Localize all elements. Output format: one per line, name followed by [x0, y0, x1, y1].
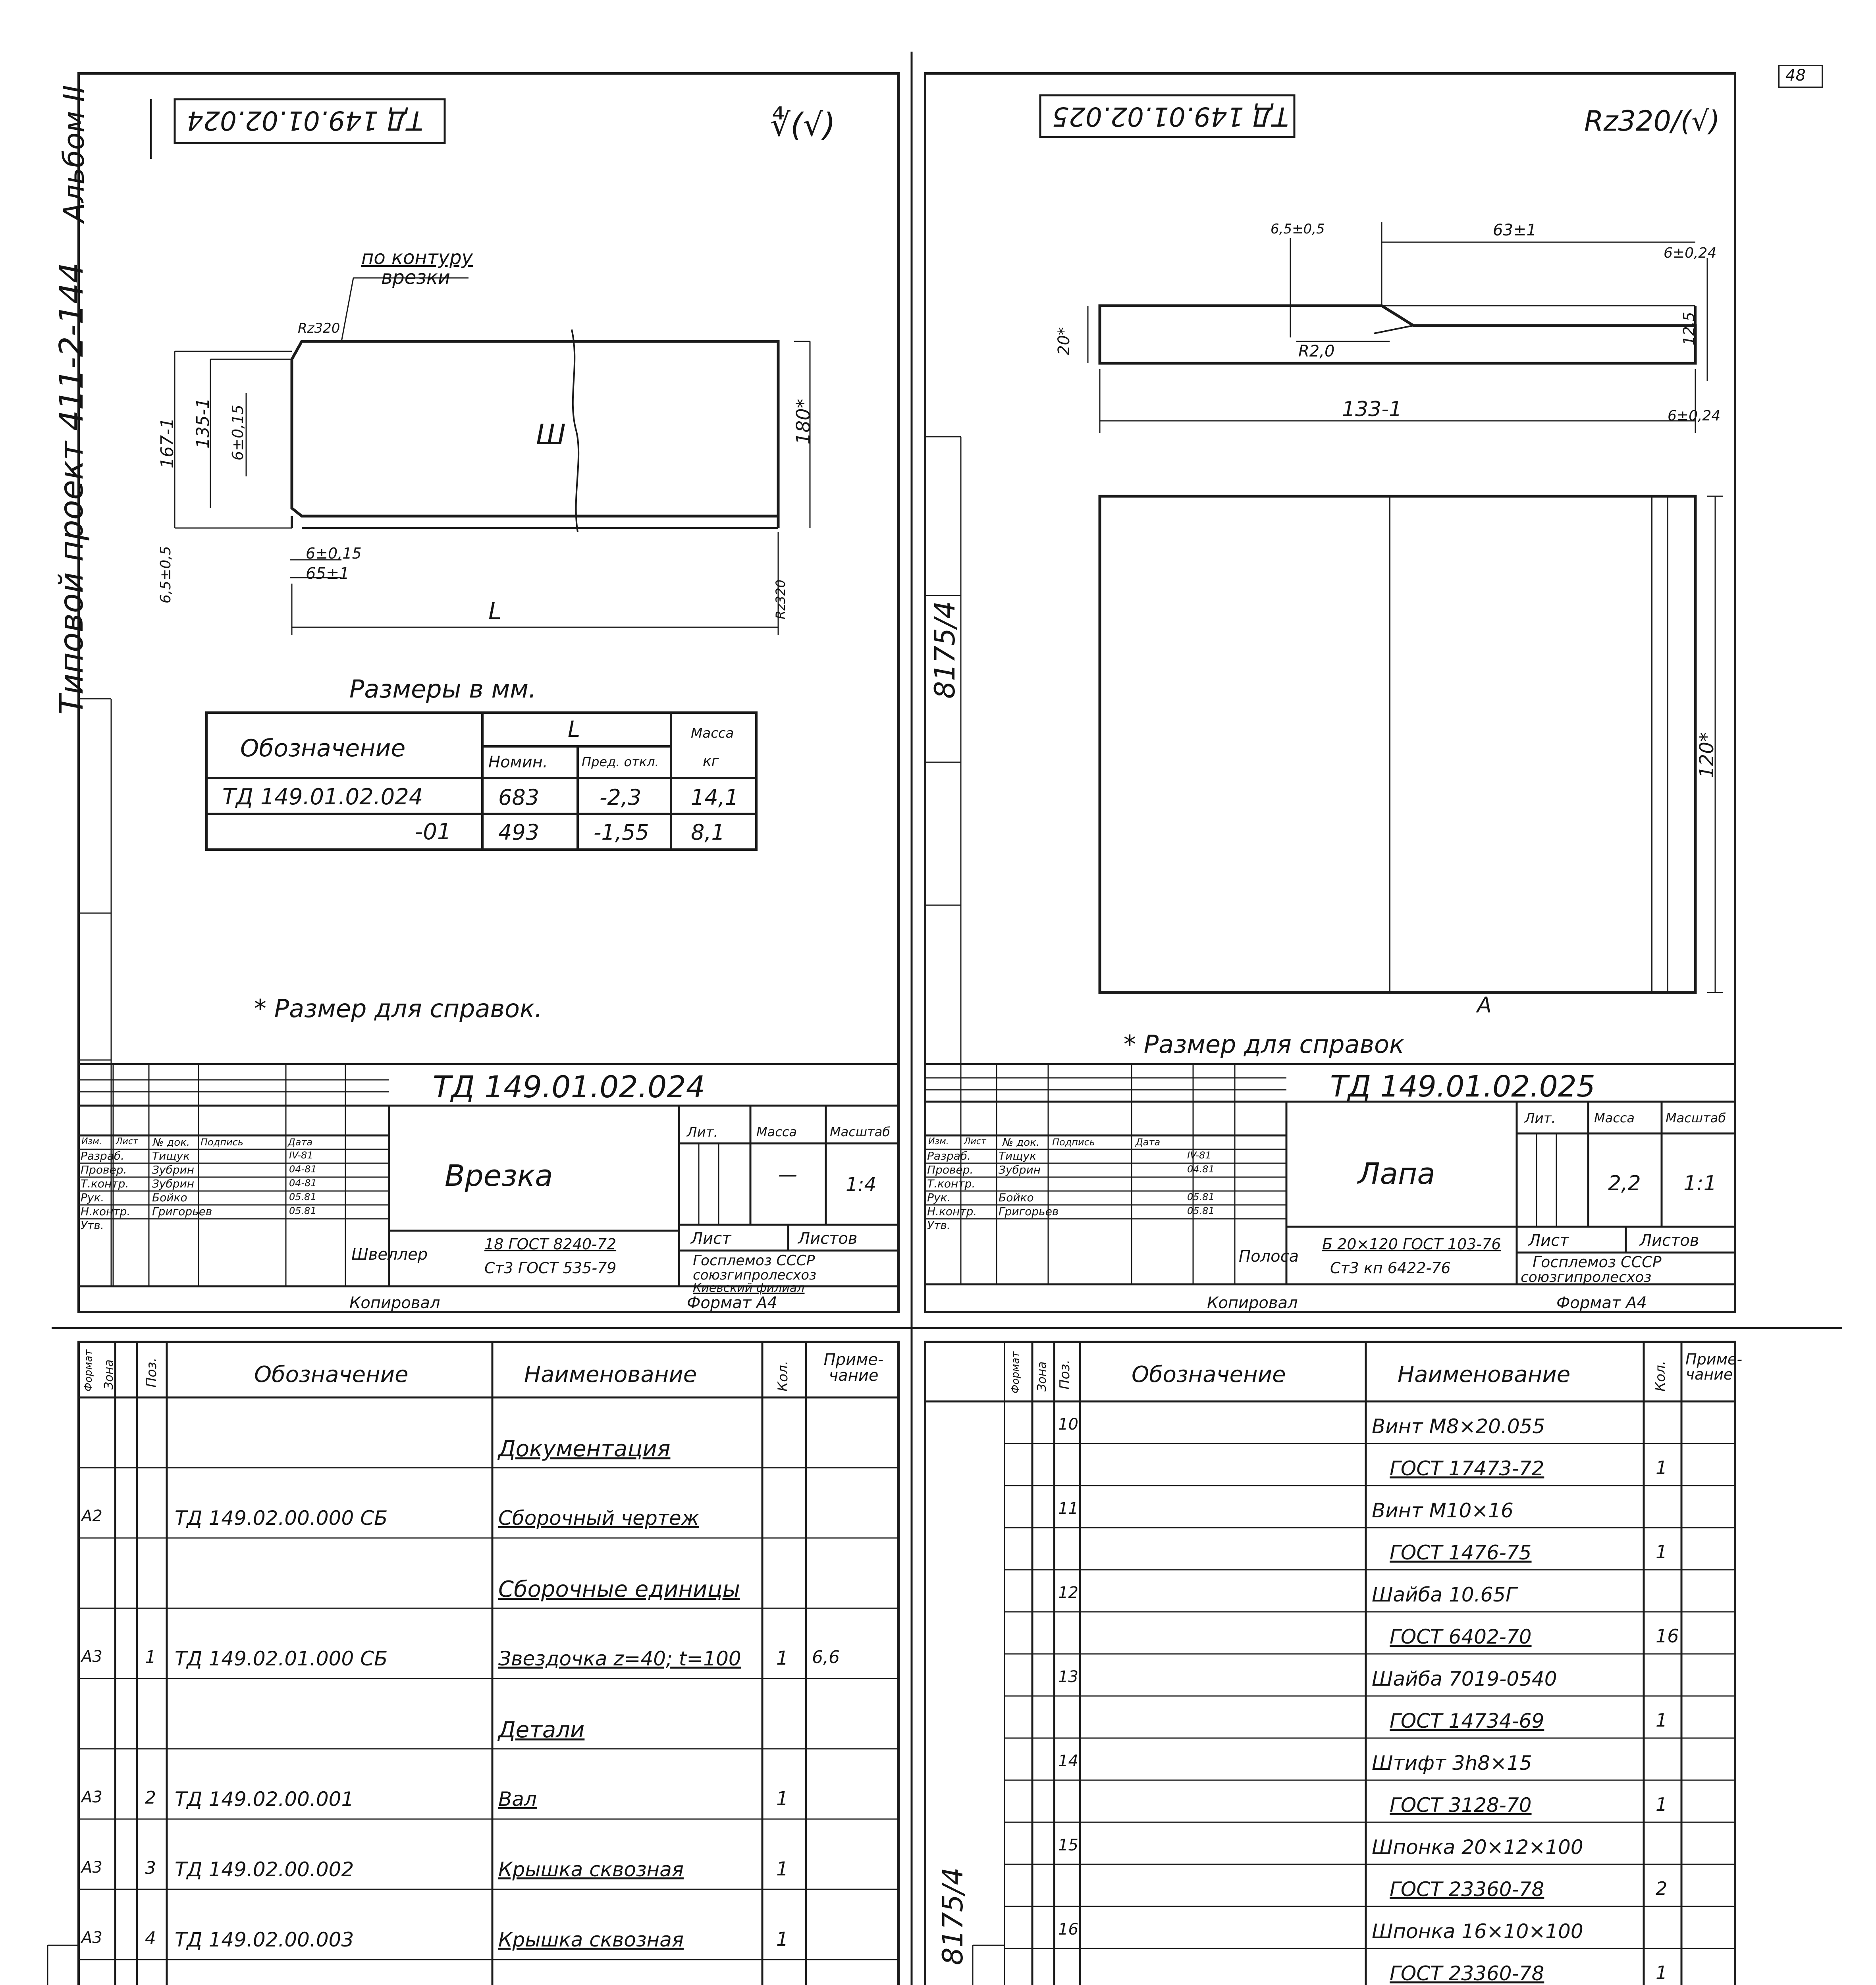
sheet4-hdr-note: Приме-чание — [1685, 1351, 1743, 1383]
sheet3-row-name: Документация — [498, 1436, 671, 1462]
sheet4-row-name: Винт М8×20.055 — [1372, 1415, 1545, 1438]
sheet2-dim-6-5: 6,5±0,5 — [1271, 221, 1325, 237]
sheet3-row-pos: 3 — [145, 1858, 156, 1878]
sheet1-th-l: L — [568, 717, 580, 742]
sheet2-material-3: Ст3 кп 6422-76 — [1330, 1259, 1451, 1277]
sheet2-date: 05.81 — [1187, 1205, 1215, 1216]
sheet3-hdr-format: Формат — [83, 1349, 94, 1391]
sheet3-row-qty: 1 — [776, 1858, 789, 1880]
sheet1-part-name: Врезка — [445, 1159, 553, 1193]
archive-number-top: 8175/4 — [929, 601, 961, 699]
sheet4-row-qty: 16 — [1656, 1625, 1679, 1647]
sheet3-hdr-note: Приме-чание — [823, 1351, 884, 1385]
sheet1-signer: Григорьев — [152, 1205, 212, 1218]
sheet1-row2-designation: -01 — [415, 819, 451, 845]
sheet1-hdr-izm: Изм. — [81, 1137, 102, 1147]
sheet4-row-pos: 10 — [1058, 1415, 1078, 1434]
sheet4-hdr-format: Формат — [1010, 1351, 1022, 1393]
sheet1-role: Провер. — [81, 1163, 127, 1176]
sheet1-table-title: Размеры в мм. — [349, 675, 536, 703]
sheet2-signer: Григорьев — [999, 1205, 1059, 1218]
sheet4-hdr-designation: Обозначение — [1132, 1362, 1286, 1388]
sheet4-row-pos: 16 — [1058, 1920, 1078, 1939]
sheet1-mass-value: — — [778, 1164, 797, 1186]
sheet1-sheets-header: Листов — [798, 1230, 858, 1248]
sheet1-format: Формат А4 — [687, 1294, 777, 1312]
sheet4-row-name: Винт М10×16 — [1372, 1499, 1514, 1522]
sheet1-role: Н.контр. — [81, 1205, 131, 1218]
sheet1-contour-note-2: врезки — [381, 266, 450, 289]
sheet1-dim-6a: 6±0,15 — [229, 405, 247, 461]
sheet4-row-qty: 1 — [1656, 1794, 1668, 1815]
sheet3-row-name: Крышка сквозная — [498, 1858, 684, 1881]
sheet2-hdr-list: Лист — [964, 1137, 986, 1147]
sheet3-row-designation: ТД 149.02.00.000 СБ — [175, 1507, 388, 1530]
sheet1-date: 05.81 — [289, 1205, 316, 1216]
sheet1-mass-header: Масса — [756, 1124, 797, 1139]
sheet2-dim-6-top: 6±0,24 — [1664, 245, 1717, 261]
sheet1-dim-length: L — [488, 597, 502, 625]
sheet2-mass-header: Масса — [1594, 1110, 1635, 1125]
sheet1-date: 05.81 — [289, 1191, 316, 1203]
sheet2-dim-r2: R2,0 — [1298, 342, 1335, 360]
sheet2-scale-value: 1:1 — [1683, 1172, 1717, 1195]
sheet1-dim-65: 65±1 — [306, 565, 349, 583]
sheet2-dim-120: 120* — [1696, 732, 1718, 778]
sheet1-role: Утв. — [81, 1219, 104, 1232]
sheet3-row-format: А2 — [81, 1507, 102, 1525]
sheet1-hdr-doc: № док. — [153, 1137, 190, 1149]
sheet4-row-name: Шайба 7019-0540 — [1372, 1667, 1557, 1690]
sheet2-drawing — [925, 95, 1735, 1284]
sheet4-row-pos: 14 — [1058, 1752, 1078, 1770]
sheet1-material-1: Швеллер — [351, 1245, 428, 1264]
sheet3-row-designation: ТД 149.02.01.000 СБ — [175, 1647, 388, 1670]
sheet4-row-name: ГОСТ 17473-72 — [1390, 1457, 1544, 1480]
sheet1-dim-6b: 6±0,15 — [306, 545, 362, 562]
sheet2-role: Т.контр. — [927, 1177, 976, 1190]
sheet4-row-name: Шпонка 20×12×100 — [1372, 1836, 1583, 1859]
sheet1-th-kg: кг — [703, 753, 719, 769]
sheet1-org-3: Киевский филиал — [693, 1281, 805, 1295]
sheet3-row-pos: 1 — [145, 1647, 156, 1667]
sheet1-stamp-code: ТД 149.01.02.024 — [187, 105, 423, 136]
sheet1-th-mass: Масса — [691, 725, 734, 741]
sheet3-row-designation: ТД 149.02.00.003 — [175, 1928, 354, 1951]
sheet3-row-name: Детали — [498, 1717, 585, 1743]
sheet2-role: Н.контр. — [927, 1205, 977, 1218]
sheet4-row-name: ГОСТ 23360-78 — [1390, 1962, 1544, 1985]
sheet2-date: 04.81 — [1187, 1164, 1215, 1175]
sheet4-row-name: ГОСТ 1476-75 — [1390, 1541, 1532, 1564]
sheet1-role: Рук. — [81, 1191, 104, 1204]
sheet1-signer: Бойко — [152, 1191, 187, 1204]
sheet2-role: Утв. — [927, 1219, 951, 1232]
sheet1-row2-nominal: 493 — [498, 820, 540, 845]
sheet1-roughness: ∜(√) — [770, 106, 836, 143]
sheet3-row-format: А3 — [81, 1788, 102, 1806]
sheet3-hdr-name: Наименование — [524, 1362, 697, 1388]
sheet1-dim-rz2: Rz320 — [773, 579, 788, 619]
sheet2-dim-12-5: 12,5 — [1680, 312, 1698, 345]
sheet2-role: Разраб. — [927, 1149, 971, 1162]
sheet1-title-code: ТД 149.01.02.024 — [433, 1069, 705, 1104]
sheet1-contour-note-1: по контуру — [361, 247, 473, 269]
sheet1-dim-135: 135-1 — [193, 398, 213, 449]
sheet1-dim-180: 180* — [792, 399, 815, 445]
sheet3-hdr-zone: Зона — [102, 1359, 116, 1390]
sheet4-hdr-qty: Кол. — [1652, 1361, 1668, 1391]
sheet1-dim-rz: Rz320 — [298, 320, 340, 336]
sheet1-org-1: Госплемоз СССР — [693, 1253, 815, 1269]
sheet1-hdr-sign: Подпись — [201, 1137, 243, 1148]
sheet3-hdr-pos: Поз. — [144, 1357, 160, 1388]
sheet3-row-name: Сборочный чертеж — [498, 1507, 699, 1530]
sheet1-hdr-date: Дата — [288, 1137, 313, 1148]
sheet1-th-nominal: Номин. — [488, 753, 548, 771]
sheet3-row-format: А3 — [81, 1858, 102, 1877]
sheet2-hdr-doc: № док. — [1003, 1137, 1040, 1149]
sheet1-copied-by: Копировал — [349, 1294, 440, 1312]
sheet2-format: Формат А4 — [1556, 1294, 1647, 1312]
sheet1-dim-167: 167-1 — [157, 418, 177, 468]
sheet1-material-2: 18 ГОСТ 8240-72 — [484, 1235, 617, 1253]
sheet2-mass-value: 2,2 — [1608, 1172, 1641, 1195]
sheet2-signer: Тищук — [999, 1149, 1037, 1162]
sheet2-date: 05.81 — [1187, 1191, 1215, 1203]
sheet1-org-2: союзгипролесхоз — [693, 1267, 817, 1283]
sheet3-row-format: А3 — [81, 1929, 102, 1947]
sheet1-scale-header: Масштаб — [830, 1124, 891, 1139]
page-number-top: 48 — [1785, 66, 1806, 85]
sheet4-hdr-pos: Поз. — [1057, 1359, 1073, 1390]
sheet3-hdr-qty: Кол. — [775, 1361, 791, 1391]
sheet2-sheets-header: Листов — [1640, 1231, 1699, 1250]
sheet1-note: * Размер для справок. — [254, 994, 543, 1023]
sheet3-row-designation: ТД 149.02.00.002 — [175, 1858, 354, 1881]
sheet2-roughness: Rz320/(√) — [1584, 105, 1720, 137]
archive-number-bottom: 8175/4 — [937, 1867, 969, 1965]
sheet3-row-name: Вал — [498, 1788, 537, 1811]
sheet4-row-name: Штифт 3h8×15 — [1372, 1752, 1532, 1775]
sheet4-row-name: ГОСТ 14734-69 — [1390, 1709, 1544, 1733]
sheet2-hdr-izm: Изм. — [928, 1137, 949, 1147]
sheet3-row-name: Сборочные единицы — [498, 1576, 740, 1602]
sheet2-hdr-date: Дата — [1136, 1137, 1161, 1148]
sheet2-material-2: Б 20×120 ГОСТ 103-76 — [1322, 1235, 1501, 1253]
sheet1-scale-value: 1:4 — [846, 1174, 877, 1196]
sheet3-row-qty: 1 — [776, 1647, 789, 1669]
sheet1-hdr-list: Лист — [116, 1137, 138, 1147]
sheet2-scale-header: Масштаб — [1666, 1110, 1726, 1125]
sheet3-hdr-designation: Обозначение — [254, 1362, 409, 1388]
sheet4-row-pos: 13 — [1058, 1668, 1078, 1686]
sheet2-signer: Зубрин — [999, 1163, 1041, 1176]
sheet3-row-name: Звездочка z=40; t=100 — [498, 1647, 741, 1670]
sheet1-date: 04-81 — [289, 1178, 317, 1189]
sheet3-row-note: 6,6 — [812, 1647, 840, 1667]
sheet2-lit-header: Лит. — [1525, 1110, 1556, 1126]
sheet1-signer: Тищук — [152, 1149, 190, 1162]
sheet1-channel-mark: Ш — [536, 418, 566, 451]
sheet1-row2-mass: 8,1 — [691, 820, 725, 845]
sheet2-date: IV-81 — [1187, 1150, 1211, 1161]
sheet4-row-name: Шпонка 16×10×100 — [1372, 1920, 1583, 1943]
sheet2-role: Рук. — [927, 1191, 951, 1204]
sheet4-row-qty: 1 — [1656, 1962, 1668, 1983]
sheet2-section-mark: А — [1477, 992, 1492, 1018]
sheet2-sheet-header: Лист — [1529, 1231, 1569, 1250]
sheet2-dim-133: 133-1 — [1342, 397, 1402, 421]
sheet4-row-pos: 11 — [1058, 1499, 1078, 1518]
sheet3-row-name: Крышка сквозная — [498, 1928, 684, 1951]
sheet4-row-qty: 1 — [1656, 1457, 1668, 1478]
sheet2-stamp-code: ТД 149.01.02.025 — [1052, 101, 1289, 132]
sheet2-org-1: Госплемоз СССР — [1533, 1253, 1662, 1271]
sheet1-date: IV-81 — [289, 1150, 313, 1161]
sheet2-signer: Бойко — [999, 1191, 1034, 1204]
sheet2-dim-63: 63±1 — [1493, 221, 1537, 239]
sheet1-dim-6-5: 6,5±0,5 — [158, 546, 174, 603]
sheet2-part-name: Лапа — [1358, 1157, 1435, 1191]
sheet3-row-qty: 1 — [776, 1928, 789, 1950]
sheet2-hdr-sign: Подпись — [1052, 1137, 1095, 1148]
sheet2-title-code: ТД 149.01.02.025 — [1330, 1070, 1595, 1104]
sheet3-row-format: А3 — [81, 1648, 102, 1666]
sheet2-note: * Размер для справок — [1124, 1030, 1404, 1059]
sheet4-hdr-zone: Зона — [1035, 1361, 1049, 1391]
sheet4-row-name: ГОСТ 3128-70 — [1390, 1794, 1532, 1817]
sheet2-dim-6-bottom: 6±0,24 — [1668, 408, 1721, 424]
sheet1-role: Т.контр. — [81, 1177, 129, 1190]
sheet3-row-pos: 4 — [145, 1928, 156, 1948]
album-label: Альбом II — [57, 85, 91, 222]
project-label: Типовой проект 411-2-144 — [53, 262, 91, 715]
sheet1-material-3: Ст3 ГОСТ 535-79 — [484, 1259, 617, 1277]
sheet2-org-2: союзгипролесхоз — [1521, 1269, 1652, 1285]
sheet4-row-qty: 1 — [1656, 1541, 1668, 1563]
sheet4-row-name: ГОСТ 6402-70 — [1390, 1625, 1532, 1648]
sheet1-row1-nominal: 683 — [498, 785, 540, 810]
sheet1-th-deviation: Пред. откл. — [582, 754, 659, 769]
sheet1-th-designation: Обозначение — [240, 734, 406, 762]
sheet1-date: 04-81 — [289, 1164, 317, 1175]
sheet4-row-qty: 1 — [1656, 1709, 1668, 1731]
sheet4-row-qty: 2 — [1656, 1878, 1668, 1899]
sheet2-dim-20: 20* — [1055, 327, 1073, 355]
sheet1-signer: Зубрин — [152, 1163, 195, 1176]
sheet1-signer: Зубрин — [152, 1177, 195, 1190]
sheet1-row1-deviation: -2,3 — [600, 785, 642, 810]
sheet1-row1-mass: 14,1 — [691, 785, 739, 810]
sheet1-lit-header: Лит. — [687, 1124, 718, 1140]
sheet3-row-pos: 2 — [145, 1788, 156, 1808]
sheet2-role: Провер. — [927, 1163, 974, 1176]
sheet4-row-name: ГОСТ 23360-78 — [1390, 1878, 1544, 1901]
sheet1-row2-deviation: -1,55 — [594, 820, 649, 845]
sheet2-material-1: Полоса — [1239, 1247, 1299, 1266]
sheet3-row-designation: ТД 149.02.00.001 — [175, 1788, 354, 1811]
sheet3-row-qty: 1 — [776, 1788, 789, 1810]
sheet4-table-lines — [925, 1342, 1743, 1985]
sheet2-copied-by: Копировал — [1207, 1294, 1298, 1312]
sheet1-role: Разраб. — [81, 1149, 125, 1162]
sheet1-row1-designation: ТД 149.01.02.024 — [222, 784, 423, 810]
sheet4-row-pos: 12 — [1058, 1584, 1078, 1602]
sheet1-sheet-header: Лист — [691, 1230, 731, 1248]
sheet4-row-pos: 15 — [1058, 1836, 1078, 1854]
sheet4-row-name: Шайба 10.65Г — [1372, 1583, 1517, 1606]
sheet4-hdr-name: Наименование — [1398, 1362, 1571, 1388]
